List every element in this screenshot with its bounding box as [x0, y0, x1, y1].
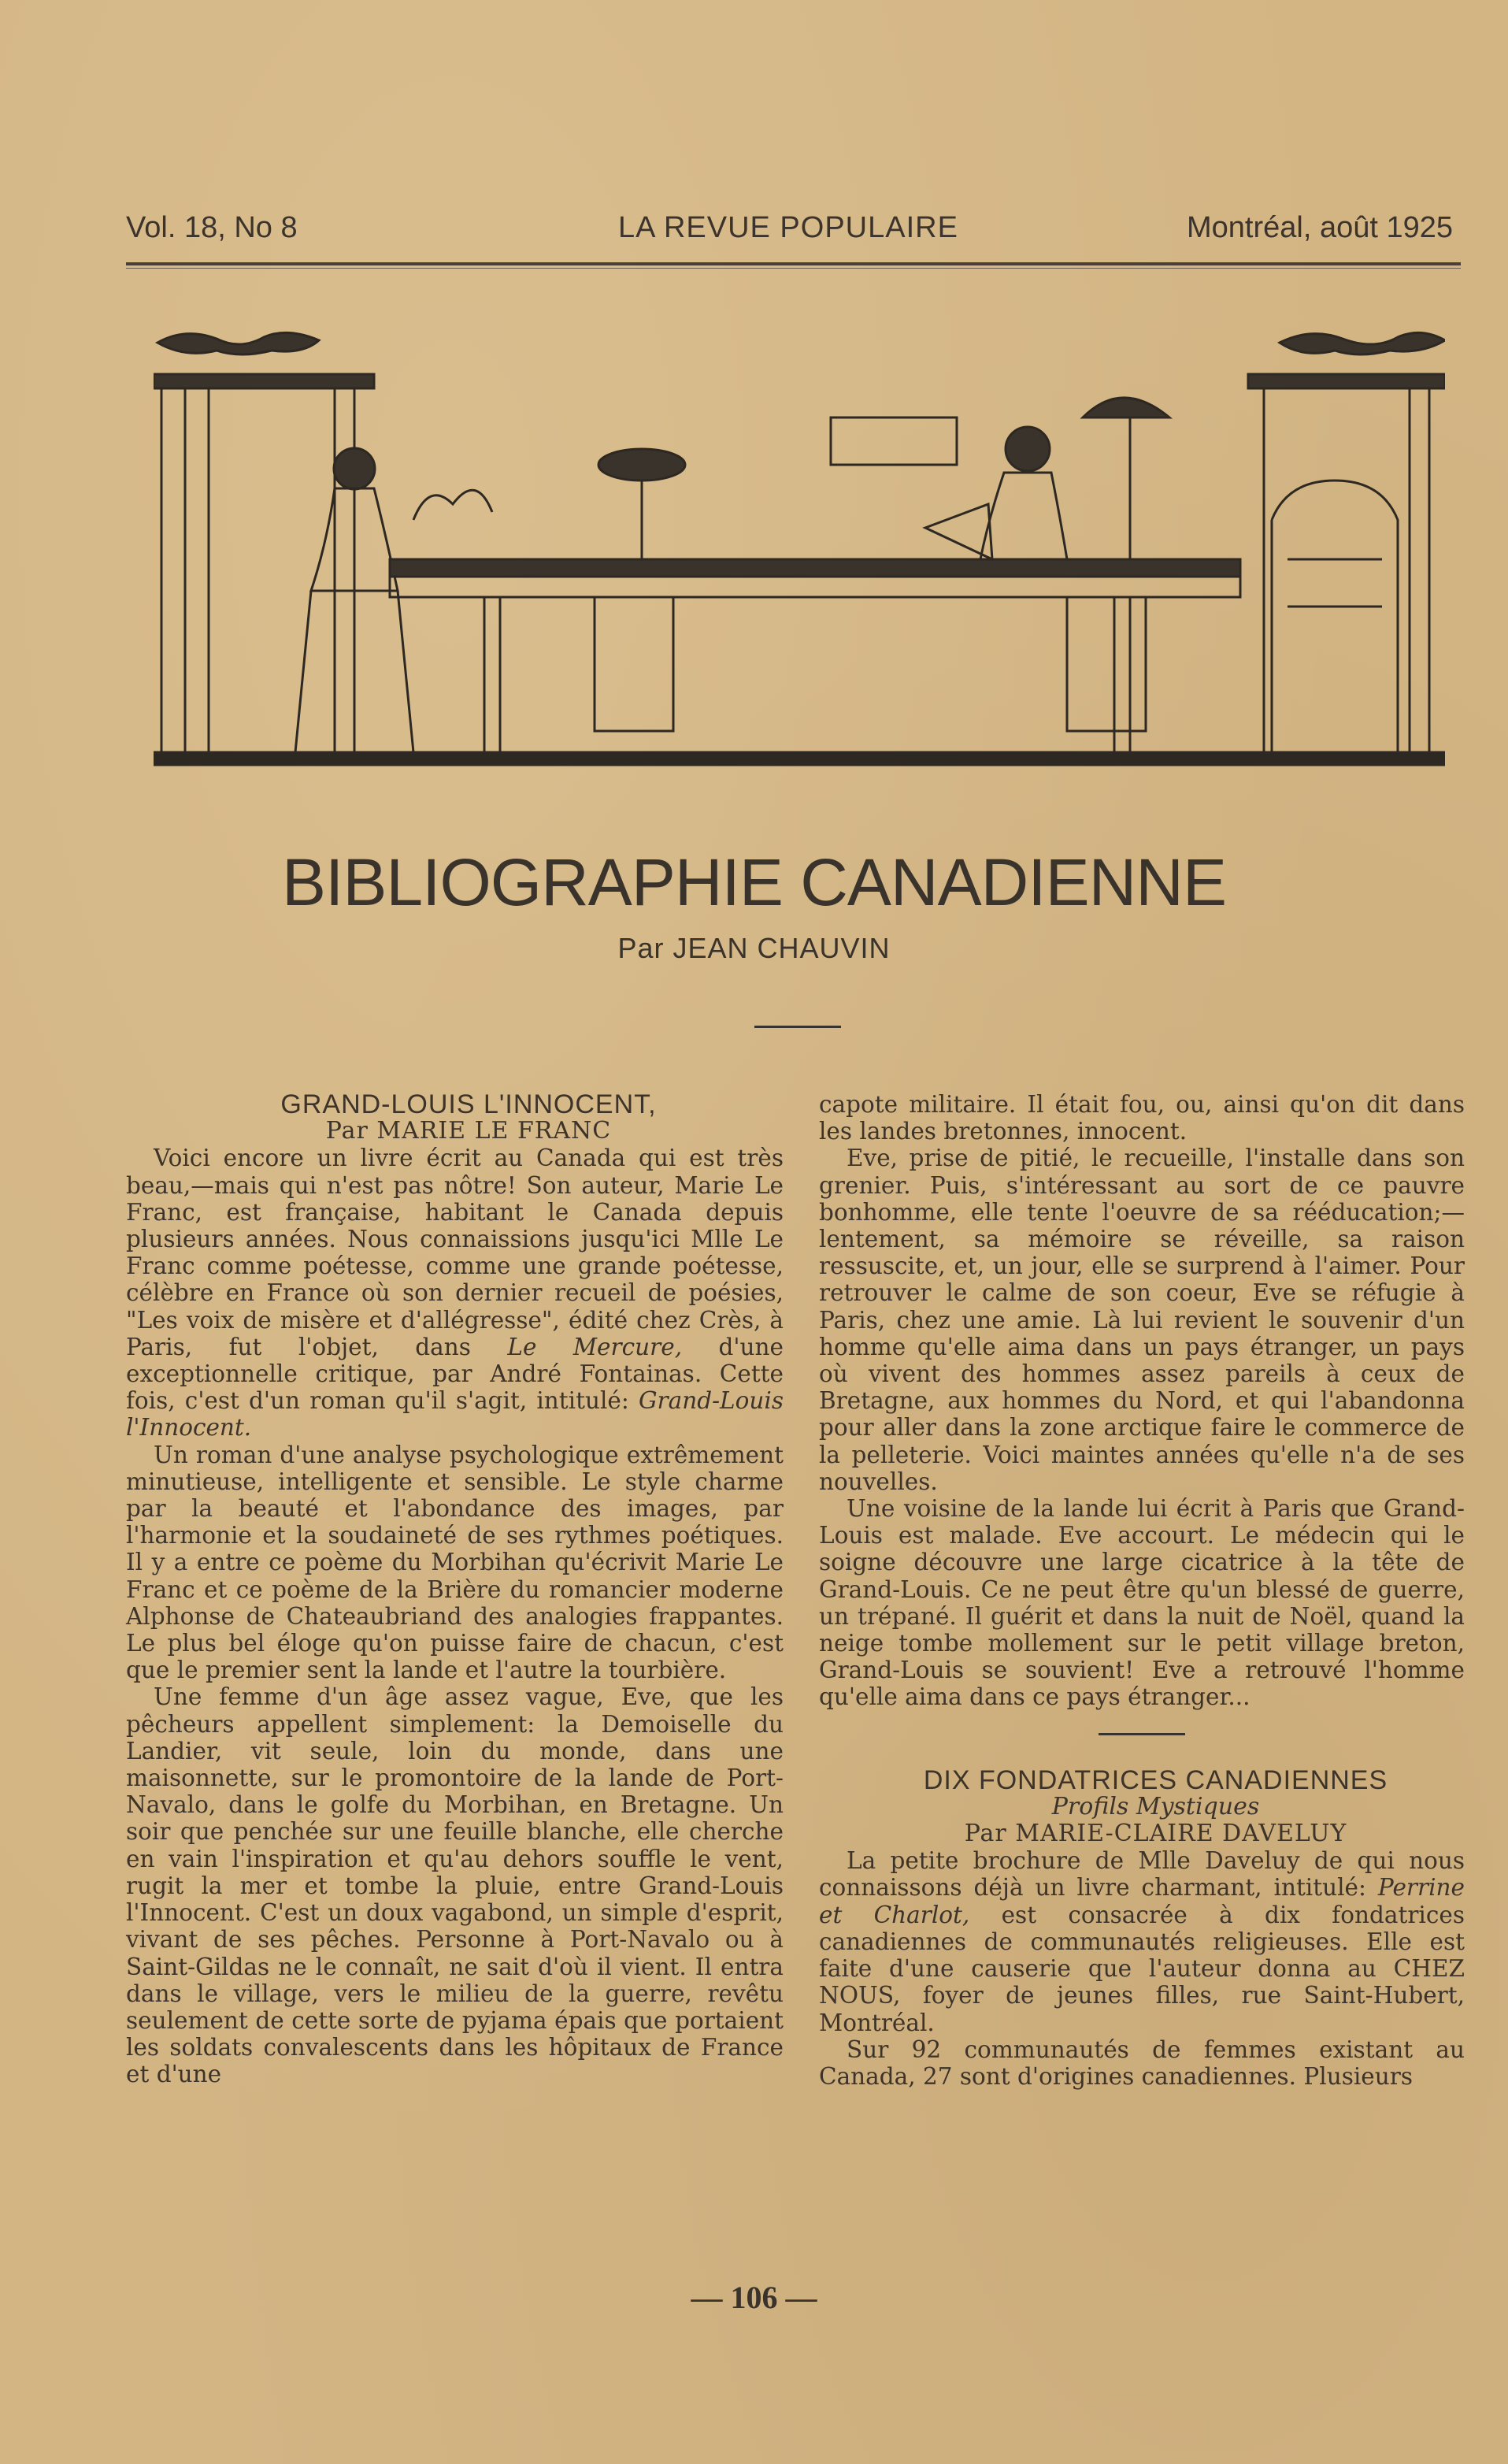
left-column	[126, 1091, 784, 2088]
section1-paragraph-6: Une voisine de la lande lui écrit à Paris que Grand-Louis est malade. Eve accourt. Le médecin qui le soigne découvre une large cicatrice à la tête de Grand-Louis. Ce ne peut être qu'un blessé de guerre, un trépané. Il guérit et dans la nuit de Noël, quand la neige tombe mollement sur le petit village breton, Grand-Louis se souvient! Eve a retrouvé l'homme qu'elle aima dans ce pays étranger...	[819, 1495, 1465, 1711]
section1-paragraph-5: Eve, prise de pitié, le recueille, l'installe dans son grenier. Puis, s'intéressant au sort de ce pauvre bonhomme, elle tente l'oeuvre de sa rééducation;—lentement, sa mémoire se réveille, sa raison ressuscite, et, un jour, elle se surprend à l'aimer. Pour retrouver le calme de son coeur, Eve se réfugie à Paris, chez une amie. Là lui revient le souvenir d'un homme qu'elle aima dans un pays étranger, un pays où vivent des hommes assez pareils à ceux de Bretagne, aux hommes du Nord, et qui l'abandonna pour aller dans la zone arctique faire le commerce de la pelleterie. Voici maintes années qu'elle n'a de ses nouvelles.	[819, 1145, 1465, 1495]
journal-name: LA REVUE POPULAIRE	[618, 211, 958, 244]
header-rule	[126, 262, 1461, 265]
article-byline: Par JEAN CHAUVIN	[617, 932, 891, 964]
section1-title: GRAND-LOUIS L'INNOCENT,	[280, 1089, 657, 1119]
section1-author: Par MARIE LE FRANC	[325, 1117, 612, 1145]
section1-paragraph-4: capote militaire. Il était fou, ou, ainsi qu'on dit dans les landes bretonnes, innocent.	[819, 1091, 1465, 1145]
section2-paragraph-1: La petite brochure de Mlle Daveluy de qui nous connaissons déjà un livre charmant, intitulé: Perrine et Charlot, est consacrée à dix fondatrices canadiennes de communautés religieuses. Elle est faite d'une causerie que l'auteur donna au CHEZ NOUS, foyer de jeunes filles, rue Saint-Hubert, Montréal.	[819, 1847, 1465, 2036]
page-number: — 106 —	[691, 2280, 817, 2315]
right-column	[819, 1091, 1465, 2090]
section1-paragraph-2: Un roman d'une analyse psychologique extrêmement minutieuse, intelligente et sensible. Le style charme par la beauté et l'abondance des images, par l'harmonie et la soudaineté de ses rythmes poétiques. Il y a entre ce poème du Morbihan qu'écrivit Marie Le Franc et ce poème de la Brière du romancier moderne Alphonse de Chateaubriand des analogies frappantes. Le plus bel éloge qu'on puisse faire de chacun, c'est que le premier sent la lande et l'autre la tourbière.	[126, 1441, 784, 1684]
section1-paragraph-3: Une femme d'un âge assez vague, Eve, que les pêcheurs appellent simplement: la Demoiselle du Landier, vit seule, loin du monde, dans une maisonnette, sur le promontoire de la lande de Port-Navalo, dans le golfe du Morbihan, en Bretagne. Un soir que penchée sur une feuille blanche, elle cherche en vain l'inspiration et qu'au dehors souffle le vent, rugit la mer et tombe la pluie, entre Grand-Louis l'Innocent. C'est un doux vagabond, un simple d'esprit, vivant de ses pêches. Personne à Port-Navalo ou à Saint-Gildas ne le connaît, ne sait d'où il vient. Il entra dans le village, vers le milieu de la guerre, revêtu seulement de cette sorte de pyjama épais que portaient les soldats convalescents dans les hôpitaux de France et d'une	[126, 1683, 784, 2088]
section2-author: Par MARIE-CLAIRE DAVELUY	[964, 1820, 1347, 1848]
section2-title: DIX FONDATRICES CANADIENNES	[923, 1765, 1388, 1795]
header-rule-thin	[126, 268, 1461, 269]
volume-number: Vol. 18, No 8	[126, 211, 298, 244]
running-header	[126, 211, 1461, 243]
section2-subtitle: Profils Mystiques	[1051, 1792, 1260, 1820]
section2-paragraph-2: Sur 92 communautés de femmes existant au Canada, 27 sont d'origines canadiennes. Plusieurs	[819, 2035, 1465, 2090]
section-divider	[1099, 1733, 1185, 1735]
header-illustration	[154, 323, 1445, 776]
article-title: BIBLIOGRAPHIE CANADIENNE	[282, 845, 1226, 919]
section1-paragraph-1: Voici encore un livre écrit au Canada qui est très beau,—mais qui n'est pas nôtre! Son auteur, Marie Le Franc, est française, habitant le Canada depuis plusieurs années. Nous connaissions jusqu'ici Mlle Le Franc comme poétesse, comme une grande poétesse, célèbre en France où son dernier recueil de poésies, "Les voix de misère et d'allégresse", édité chez Crès, à Paris, fut l'objet, dans Le Mercure, d'une exceptionnelle critique, par André Fontainas. Cette fois, c'est d'un roman qu'il s'agit, intitulé: Grand-Louis l'Innocent.	[126, 1145, 784, 1442]
title-divider	[754, 1026, 841, 1028]
issue-date: Montréal, août 1925	[1186, 211, 1453, 244]
